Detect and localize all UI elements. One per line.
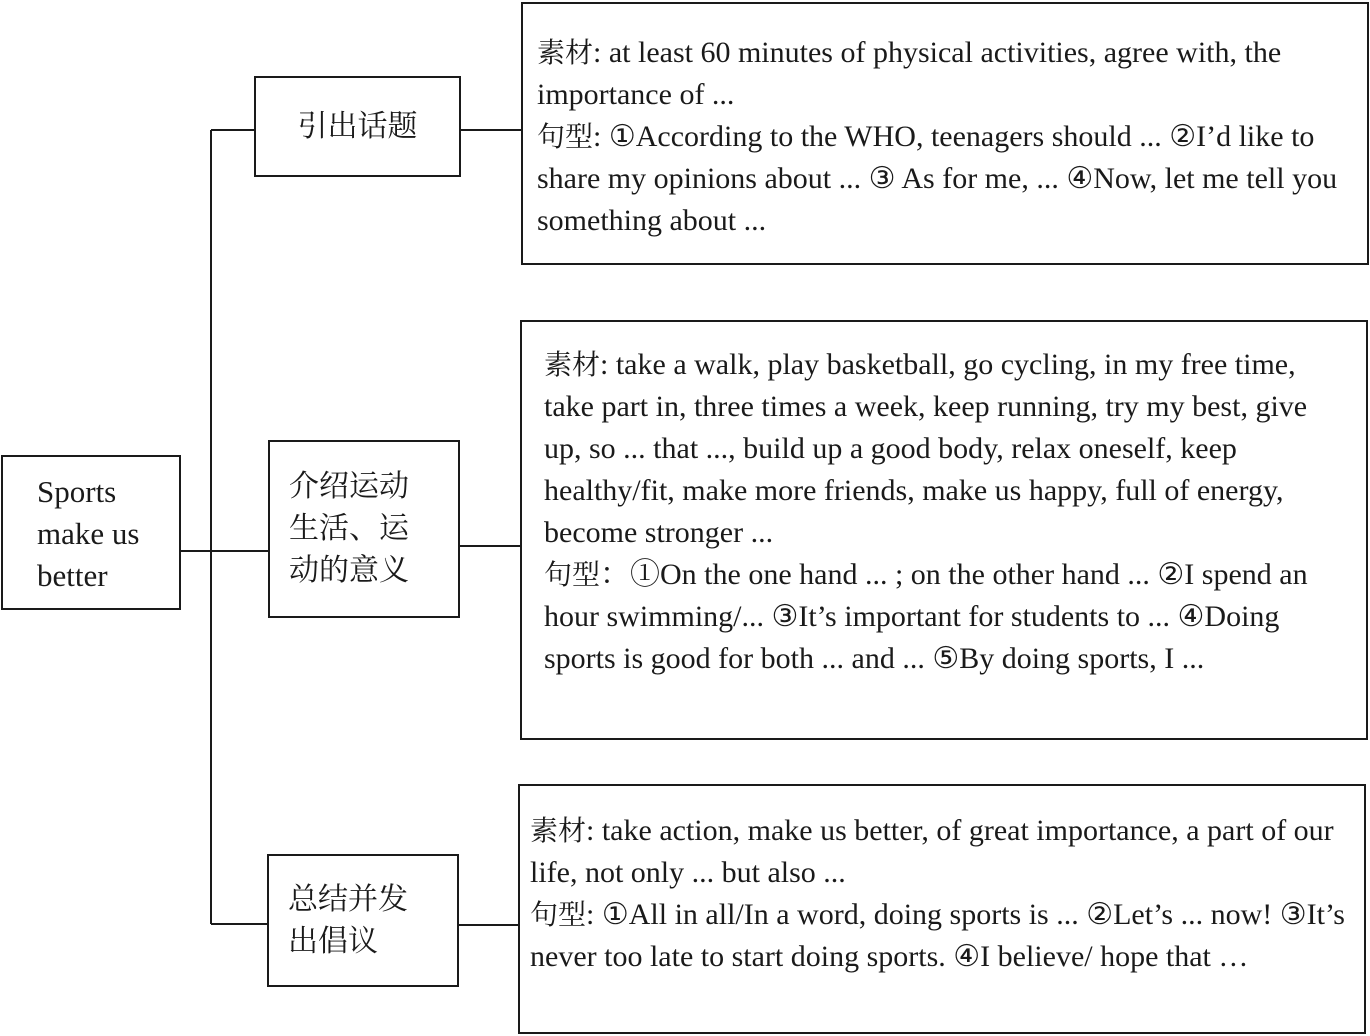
branch-label-intro bbox=[254, 76, 461, 177]
branch-label-text: 介绍运动 bbox=[289, 469, 409, 504]
pattern-tag: 句型 bbox=[537, 120, 594, 153]
branch-label-text: 生活、运 bbox=[289, 511, 409, 546]
pattern-text bbox=[537, 116, 1353, 242]
branch-label-text: 总结并发 bbox=[288, 881, 408, 917]
material-text bbox=[537, 32, 1353, 116]
pattern-tag: 句型 bbox=[530, 898, 587, 931]
material-tag: 素材 bbox=[537, 36, 594, 69]
pattern-tag: 句型 bbox=[544, 558, 601, 591]
root-line: better bbox=[37, 558, 108, 593]
root-line: Sports bbox=[37, 474, 117, 509]
root-line: make us bbox=[37, 516, 140, 551]
material-body: : take action, make us better, of great importance, a part of our life, not only ... but also ... bbox=[530, 814, 1334, 889]
pattern-body: : ①All in all/In a word, doing sports is ... ②Let’s ... now! ③It’s never too late to start doing sports. ④I believe/ hope that … bbox=[530, 898, 1345, 973]
branch-label-summary bbox=[267, 854, 459, 987]
material-tag: 素材 bbox=[530, 814, 587, 847]
branch-label-text: 出倡议 bbox=[288, 923, 378, 959]
material-body: : at least 60 minutes of physical activities, agree with, the importance of ... bbox=[537, 36, 1282, 111]
branch-label-text: 动的意义 bbox=[289, 553, 409, 588]
content-box-intro bbox=[521, 2, 1369, 265]
content-box-summary bbox=[518, 784, 1366, 1034]
root-node bbox=[1, 455, 181, 610]
pattern-text bbox=[544, 554, 1352, 680]
material-text bbox=[544, 344, 1352, 554]
material-tag: 素材 bbox=[544, 348, 601, 381]
content-box-life bbox=[520, 320, 1368, 740]
branch-label-text: 引出话题 bbox=[297, 108, 418, 144]
pattern-body: : ①According to the WHO, teenagers should ... ②I’d like to share my opinions about ... ③ As for me, ... ④Now, let me tell you something about ... bbox=[537, 120, 1338, 237]
pattern-text bbox=[530, 894, 1350, 978]
pattern-body: ：①On the one hand ... ; on the other hand ... ②I spend an hour swimming/... ③It’s important for students to ... ④Doing sports is good for both ... and ... ⑤By doing sports, I ... bbox=[544, 558, 1308, 675]
material-text bbox=[530, 810, 1350, 894]
material-body: : take a walk, play basketball, go cycling, in my free time, take part in, three times a week, keep running, try my best, give up, so ... that ..., build up a good body, relax oneself, keep healthy/fit, make more friends, make us happy, full of energy, become stronger ... bbox=[544, 348, 1308, 549]
branch-label-life bbox=[268, 440, 460, 618]
